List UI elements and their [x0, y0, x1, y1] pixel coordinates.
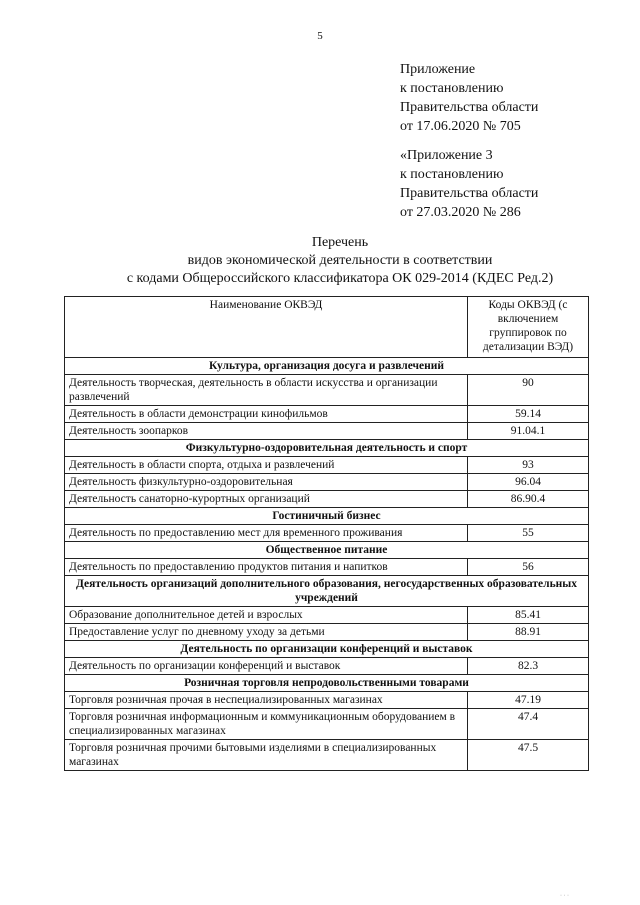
- section-row: [65, 542, 589, 559]
- section-row: [65, 358, 589, 375]
- activity-code: 56: [468, 559, 589, 576]
- activity-name: Деятельность по организации конференций и выставок: [65, 658, 468, 675]
- activity-code: 93: [468, 457, 589, 474]
- appendix-line: к постановлению: [400, 81, 504, 96]
- section-row: [65, 641, 589, 658]
- table-row: [65, 559, 589, 576]
- section-title: Розничная торговля непродовольственными товарами: [65, 675, 589, 692]
- page-mark: · · ·: [560, 893, 569, 899]
- table-row: [65, 406, 589, 423]
- appendix-line: Правительства области: [400, 100, 539, 115]
- table-row: [65, 709, 589, 740]
- activity-name: Образование дополнительное детей и взрослых: [65, 607, 468, 624]
- section-title: Общественное питание: [65, 542, 589, 559]
- section-title: Гостиничный бизнес: [65, 508, 589, 525]
- table-row: [65, 740, 589, 771]
- okved-table: [64, 296, 589, 771]
- appendix-line: от 17.06.2020 № 705: [400, 119, 521, 134]
- activity-name: Деятельность зоопарков: [65, 423, 468, 440]
- table-row: [65, 457, 589, 474]
- activity-name: Торговля розничная информационным и коммуникационным оборудованием в специализированных магазинах: [65, 709, 468, 740]
- section-title: Деятельность по организации конференций и выставок: [65, 641, 589, 658]
- table-row: [65, 375, 589, 406]
- header-name: Наименование ОКВЭД: [65, 297, 468, 358]
- activity-name: Деятельность санаторно-курортных организаций: [65, 491, 468, 508]
- table-body: [65, 358, 589, 771]
- table-row: [65, 423, 589, 440]
- activity-code: 88.91: [468, 624, 589, 641]
- activity-code: 47.19: [468, 692, 589, 709]
- section-row: [65, 675, 589, 692]
- appendix-line: Правительства области: [400, 186, 539, 201]
- title-line: видов экономической деятельности в соответствии: [187, 253, 493, 268]
- activity-code: 82.3: [468, 658, 589, 675]
- activity-code: 47.5: [468, 740, 589, 771]
- activity-code: 47.4: [468, 709, 589, 740]
- activity-name: Торговля розничная прочими бытовыми изделиями в специализированных магазинах: [65, 740, 468, 771]
- appendix-line: от 27.03.2020 № 286: [400, 205, 521, 220]
- section-row: [65, 508, 589, 525]
- section-row: [65, 440, 589, 457]
- section-title: Деятельность организаций дополнительного образования, негосударственных образовательных учреждений: [65, 576, 589, 607]
- table-row: [65, 474, 589, 491]
- table-header-row: [65, 297, 589, 358]
- activity-code: 59.14: [468, 406, 589, 423]
- activity-name: Предоставление услуг по дневному уходу за детьми: [65, 624, 468, 641]
- activity-name: Деятельность творческая, деятельность в области искусства и организации развлечений: [65, 375, 468, 406]
- page-number: 5: [317, 30, 323, 42]
- table-row: [65, 624, 589, 641]
- activity-code: 85.41: [468, 607, 589, 624]
- title-line: Перечень: [311, 235, 369, 250]
- section-row: [65, 576, 589, 607]
- appendix-heading-original: [400, 146, 630, 222]
- activity-code: 91.04.1: [468, 423, 589, 440]
- header-code: Коды ОКВЭД (с включением группировок по детализации ВЭД): [468, 297, 589, 358]
- table-row: [65, 491, 589, 508]
- activity-code: 86.90.4: [468, 491, 589, 508]
- title-line: с кодами Общероссийского классификатора ОК 029-2014 (КДЕС Ред.2): [126, 271, 554, 286]
- section-title: Физкультурно-оздоровительная деятельность и спорт: [65, 440, 589, 457]
- activity-code: 90: [468, 375, 589, 406]
- appendix-line: Приложение: [400, 62, 476, 77]
- appendix-line: «Приложение 3: [400, 148, 493, 163]
- section-title: Культура, организация досуга и развлечений: [65, 358, 589, 375]
- table-row: [65, 525, 589, 542]
- activity-name: Деятельность в области демонстрации кинофильмов: [65, 406, 468, 423]
- activity-name: Деятельность физкультурно-оздоровительная: [65, 474, 468, 491]
- activity-code: 55: [468, 525, 589, 542]
- table-row: [65, 607, 589, 624]
- appendix-line: к постановлению: [400, 167, 504, 182]
- activity-name: Торговля розничная прочая в неспециализированных магазинах: [65, 692, 468, 709]
- table-row: [65, 692, 589, 709]
- document-title: [60, 234, 620, 288]
- activity-name: Деятельность по предоставлению мест для временного проживания: [65, 525, 468, 542]
- activity-name: Деятельность по предоставлению продуктов питания и напитков: [65, 559, 468, 576]
- activity-code: 96.04: [468, 474, 589, 491]
- table-row: [65, 658, 589, 675]
- appendix-heading-current: [400, 60, 630, 136]
- activity-name: Деятельность в области спорта, отдыха и развлечений: [65, 457, 468, 474]
